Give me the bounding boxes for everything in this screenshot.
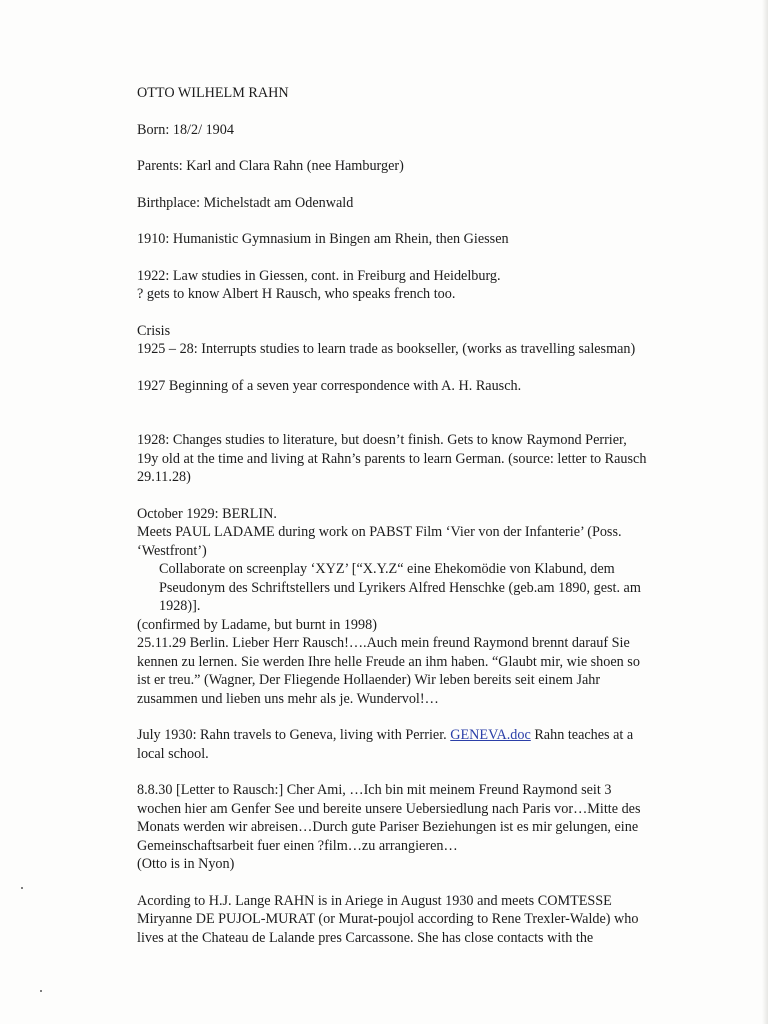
letter-8-8-30-note: (Otto is in Nyon): [137, 856, 235, 872]
document-body: [137, 84, 647, 947]
crisis-heading: Crisis: [137, 322, 171, 339]
document-title: OTTO WILHELM RAHN: [137, 85, 289, 101]
entry-1910: 1910: Humanistic Gymnasium in Bingen am Rhein, then Giessen: [137, 231, 509, 247]
entry-1928: 1928: Changes studies to literature, but doesn’t finish. Gets to know Raymond Perrier, 19y old at the time and living at Rahn’s parents to learn German. (source: letter to Rausch 29.11.28): [137, 432, 647, 485]
letter-8-8-30: 8.8.30 [Letter to Rausch:] Cher Ami, …Ich bin mit meinem Freund Raymond seit 3 wochen hier am Genfer See und bereite unsere Uebersiedlung nach Paris vor…Mitte des Monats werden wir abreisen…Durch gute Pariser Beziehungen ist es mir gelungen, eine Gemeinschaftsarbeit fuer einen ?film…zu arrangieren…: [137, 782, 641, 854]
july1930-text-post: Rahn teaches at a local school.: [137, 727, 634, 762]
scan-speck: [21, 887, 23, 889]
july1930-entry: [137, 726, 647, 763]
geneva-doc-link[interactable]: GENEVA.doc: [450, 727, 531, 743]
july1930-text-pre: July 1930: Rahn travels to Geneva, living with Perrier.: [137, 727, 451, 743]
oct1929-heading: October 1929: BERLIN.: [137, 505, 277, 522]
birthplace-line: Birthplace: Michelstadt am Odenwald: [137, 194, 354, 211]
oct1929-confirmed: (confirmed by Ladame, but burnt in 1998): [137, 616, 377, 633]
entry-1927: 1927 Beginning of a seven year correspondence with A. H. Rausch.: [137, 377, 522, 394]
scan-speck: [40, 990, 42, 992]
oct1929-collaborate: Collaborate on screenplay ‘XYZ’ [“X.Y.Z“ eine Ehekomödie von Klabund, dem Pseudonym des Schriftstellers und Lyrikers Alfred Henschke (geb.am 1890, gest. am 1928)].: [159, 561, 641, 614]
born-line: Born: 18/2/ 1904: [137, 121, 234, 138]
entry-1922-line2: ? gets to know Albert H Rausch, who speaks french too.: [137, 286, 456, 302]
oct1929-meets: Meets PAUL LADAME during work on PABST Film ‘Vier von der Infanterie’ (Poss. ‘Westfront’): [137, 524, 622, 559]
lange-entry: Acording to H.J. Lange RAHN is in Ariege in August 1930 and meets COMTESSE Miryanne DE PUJOL-MURAT (or Murat-poujol according to Rene Trexler-Walde) who lives at the Chateau de Lalande pres Carcassone. She has close contacts with the: [137, 892, 639, 946]
letter-25-11-29: 25.11.29 Berlin. Lieber Herr Rausch!….Auch mein freund Raymond brennt darauf Sie kennen zu lernen. Sie werden Ihre helle Freude an ihm haben. “Glaubt mir, wie shoen so ist er treu.” (Wagner, Der Fliegende Hollaender) Wir leben bereits seit einem Jahr zusammen und lieben uns mehr als je. Wundervol!…: [137, 635, 640, 707]
entry-1925: 1925 – 28: Interrupts studies to learn trade as bookseller, (works as travelling salesman): [137, 341, 636, 357]
parents-line: Parents: Karl and Clara Rahn (nee Hamburger): [137, 158, 404, 174]
entry-1922-line1: 1922: Law studies in Giessen, cont. in Freiburg and Heidelburg.: [137, 267, 501, 284]
